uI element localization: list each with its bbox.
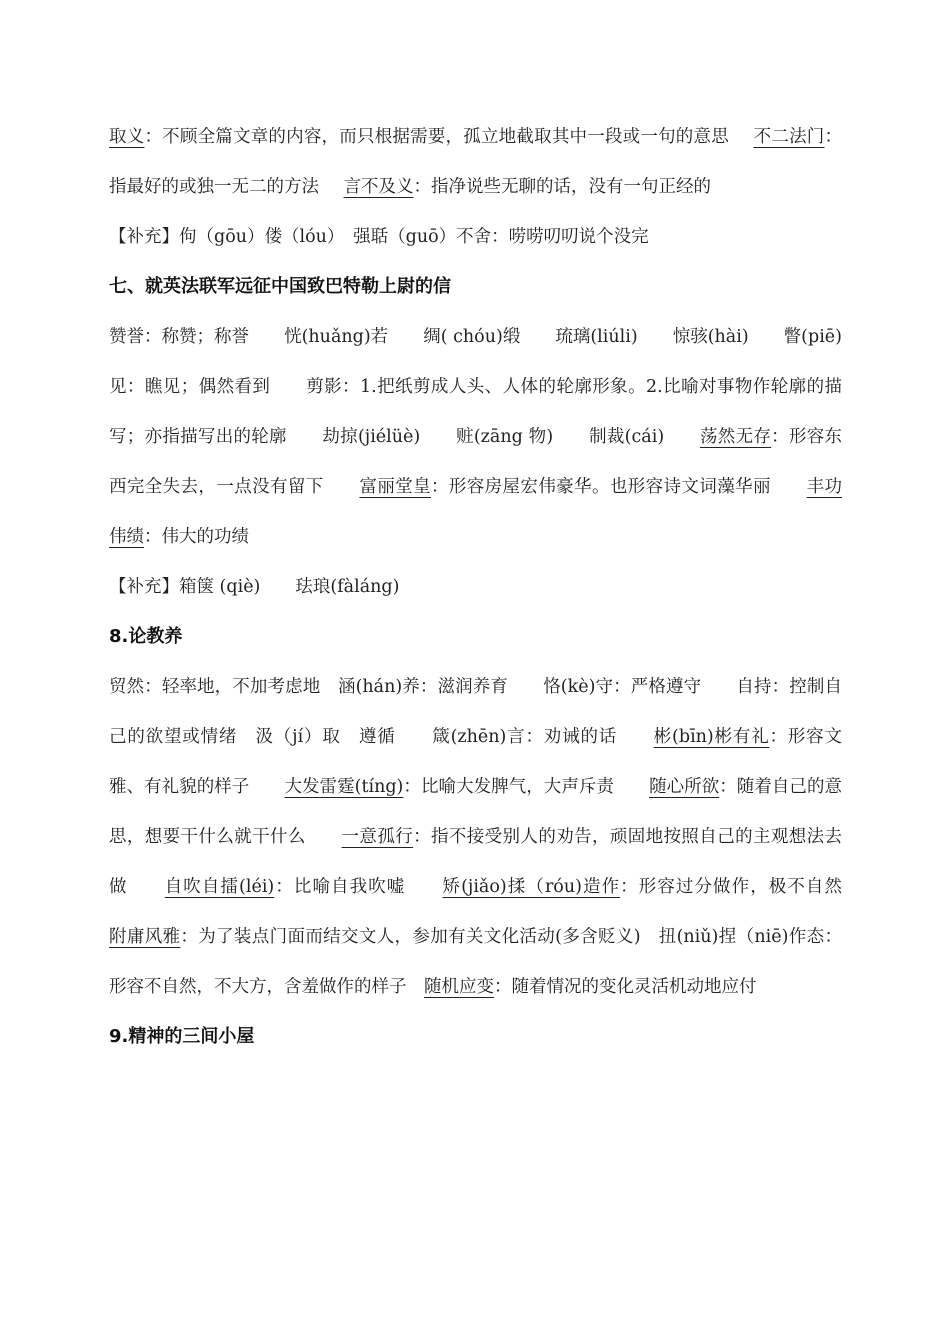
term-zichuizilei: 自吹自擂(léi) bbox=[164, 877, 275, 897]
definition-fuyongfengya: ：为了装点门面而结交文人，参加有关文化活动(多含贬义) 扭(niǔ)捏（niē)作态：形容不自然，不大方，含羞做作的样子 bbox=[109, 927, 843, 997]
definition-fulitanghuang: ：形容房屋宏伟豪华。也形容诗文词藻华丽 bbox=[431, 477, 807, 497]
term-quyi: 取义 bbox=[109, 127, 145, 147]
definition-zichuizilei: ：比喻自我吹嘘 bbox=[274, 877, 443, 897]
definition-dangranwucun: ：形容东西完全失去，一点没有留下 bbox=[109, 427, 843, 497]
section7-vocab-paragraph bbox=[109, 312, 842, 562]
term-suixinsuoyu: 随心所欲 bbox=[649, 777, 720, 797]
section6-vocab-paragraph bbox=[109, 112, 842, 212]
term-binbinyouli: 彬(bīn)彬有礼 bbox=[653, 727, 770, 747]
section8-text-1: 贸然：轻率地，不加考虑地 涵(hán)养：滋润养育 恪(kè)守：严格遵守 自持：控制自己的欲望或情绪 汲（jí）取 遵循 箴(zhēn)言：劝诫的话 bbox=[109, 677, 842, 747]
section7-text-1: 赞誉：称赞；称誉 恍(huǎng)若 绸( chóu)缎 琉璃(liúli) 惊骇(hài) 瞥(piē)见：瞧见；偶然看到 剪影：1.把纸剪成人头、人体的轮廓形象。2.比喻对事物作轮廓的描写；亦指描写出的轮廓 劫掠(jiélüè) 赃(zāng 物) 制裁(cái) bbox=[109, 327, 842, 447]
term-dangranwucun: 荡然无存 bbox=[700, 427, 772, 447]
term-jiaorouzaozuo: 矫(jiǎo)揉（róu)造作 bbox=[442, 877, 621, 897]
definition-yanbujiyi: ：指净说些无聊的话，没有一句正经的 bbox=[413, 177, 711, 197]
section7-title: 七、就英法联军远征中国致巴特勒上尉的信 bbox=[109, 276, 451, 297]
term-fenggongweiji: 丰功伟绩 bbox=[109, 477, 843, 547]
term-fulitanghuang: 富丽堂皇 bbox=[359, 477, 431, 497]
definition-jiaorouzaozuo: ：形容过分做作，极不自然 bbox=[620, 877, 877, 897]
definition-binbinyouli: ：形容文雅、有礼貌的样子 bbox=[109, 727, 843, 797]
section8-title: 8.论教养 bbox=[109, 626, 183, 647]
term-buerfamen: 不二法门 bbox=[753, 127, 825, 147]
term-yiyiguxing: 一意孤行 bbox=[341, 827, 414, 847]
definition-dafaleiting: ：比喻大发脾气，大声斥责 bbox=[403, 777, 650, 797]
definition-quyi: ：不顾全篇文章的内容，而只根据需要，孤立地截取其中一段或一句的意思 bbox=[144, 127, 729, 147]
document-page bbox=[109, 112, 877, 1062]
definition-yiyiguxing: ：指不接受别人的劝告，顽固地按照自己的主观想法去做 bbox=[109, 827, 843, 897]
section7-supplement: 【补充】箱箧 (qiè) 珐琅(fàláng) bbox=[109, 577, 400, 597]
term-fuyongfengya: 附庸风雅 bbox=[109, 927, 181, 947]
term-dafaleiting: 大发雷霆(tíng) bbox=[284, 777, 404, 797]
section9-title: 9.精神的三间小屋 bbox=[109, 1026, 255, 1047]
section8-vocab-paragraph bbox=[109, 662, 877, 1012]
definition-suijiyingbian: ：随着情况的变化灵活机动地应付 bbox=[494, 977, 757, 997]
definition-buerfamen: ：指最好的或独一无二的方法 bbox=[109, 127, 843, 197]
term-suijiyingbian: 随机应变 bbox=[424, 977, 494, 997]
definition-fenggongweiji: ：伟大的功绩 bbox=[144, 527, 249, 547]
term-yanbujiyi: 言不及义 bbox=[343, 177, 414, 197]
definition-suixinsuoyu: ：随着自己的意思，想要干什么就干什么 bbox=[109, 777, 843, 847]
section6-supplement: 【补充】佝（gōu）偻（lóu） 强聒（guō）不舍：唠唠叨叨说个没完 bbox=[109, 227, 649, 247]
